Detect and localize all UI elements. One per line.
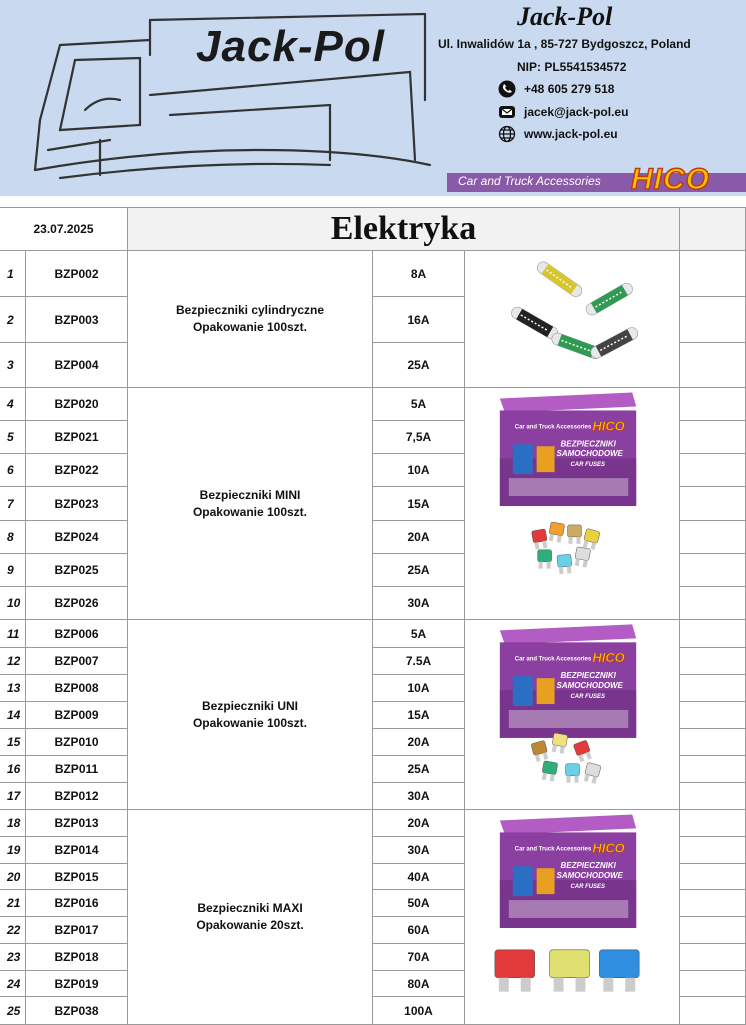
product-code: BZP021 — [26, 421, 128, 454]
svg-text:BEZPIECZNIKI: BEZPIECZNIKI — [560, 860, 616, 870]
row-number: 1 — [0, 251, 26, 297]
row-number: 16 — [0, 756, 26, 783]
product-code: BZP024 — [26, 521, 128, 554]
mini-fuses-box-image — [465, 388, 680, 620]
quantity-cell[interactable] — [680, 864, 746, 890]
product-code: BZP007 — [26, 648, 128, 675]
product-illustration — [465, 620, 679, 810]
product-code: BZP010 — [26, 729, 128, 756]
amperage: 8A — [373, 251, 465, 297]
amperage: 5A — [373, 620, 465, 648]
product-code: BZP015 — [26, 864, 128, 890]
page-header — [0, 0, 746, 196]
row-number: 2 — [0, 297, 26, 343]
product-code: BZP004 — [26, 343, 128, 388]
group-description — [128, 251, 373, 388]
amperage: 30A — [373, 783, 465, 810]
description-line: Bezpieczniki MAXI — [197, 901, 303, 915]
row-number: 4 — [0, 388, 26, 421]
product-code: BZP022 — [26, 454, 128, 487]
product-code: BZP002 — [26, 251, 128, 297]
row-number: 24 — [0, 971, 26, 997]
row-number: 6 — [0, 454, 26, 487]
company-address: Ul. Inwalidów 1a , 85-727 Bydgoszcz, Poland — [438, 37, 691, 51]
product-code: BZP038 — [26, 997, 128, 1025]
svg-text:Car and Truck Accessories: Car and Truck Accessories — [514, 845, 592, 852]
amperage: 80A — [373, 971, 465, 997]
product-code: BZP006 — [26, 620, 128, 648]
amperage: 60A — [373, 917, 465, 944]
quantity-cell[interactable] — [680, 675, 746, 702]
amperage: 25A — [373, 343, 465, 388]
svg-text:CAR FUSES: CAR FUSES — [570, 883, 606, 890]
amperage: 20A — [373, 810, 465, 837]
quantity-cell[interactable] — [680, 521, 746, 554]
product-code: BZP019 — [26, 971, 128, 997]
date-text: 23.07.2025 — [33, 222, 94, 236]
svg-text:BEZPIECZNIKI: BEZPIECZNIKI — [560, 438, 616, 448]
svg-text:BEZPIECZNIKI: BEZPIECZNIKI — [560, 670, 616, 680]
amperage: 40A — [373, 864, 465, 890]
row-number: 22 — [0, 917, 26, 944]
product-code: BZP016 — [26, 890, 128, 917]
logo-text: Jack-Pol — [196, 22, 385, 71]
amperage: 5A — [373, 388, 465, 421]
amperage: 10A — [373, 454, 465, 487]
description-line: Bezpieczniki cylindryczne — [175, 303, 325, 317]
product-code: BZP009 — [26, 702, 128, 729]
row-number: 17 — [0, 783, 26, 810]
hico-logo: HICO — [631, 163, 710, 196]
product-code: BZP018 — [26, 944, 128, 971]
product-illustration — [465, 810, 679, 1025]
amperage: 30A — [373, 837, 465, 864]
package-info: Opakowanie 20szt. — [196, 918, 304, 932]
row-number: 12 — [0, 648, 26, 675]
svg-text:CAR FUSES: CAR FUSES — [570, 693, 606, 700]
row-number: 21 — [0, 890, 26, 917]
quantity-cell[interactable] — [680, 587, 746, 620]
amperage: 10A — [373, 675, 465, 702]
amperage: 16A — [373, 297, 465, 343]
cylindrical-fuses-illustration — [465, 251, 679, 387]
quantity-cell[interactable] — [680, 648, 746, 675]
amperage: 30A — [373, 587, 465, 620]
package-info: Opakowanie 100szt. — [192, 504, 308, 519]
row-number: 5 — [0, 421, 26, 454]
row-number: 7 — [0, 487, 26, 521]
row-number: 20 — [0, 864, 26, 890]
product-code: BZP013 — [26, 810, 128, 837]
quantity-cell[interactable] — [680, 971, 746, 997]
quantity-cell[interactable] — [680, 702, 746, 729]
phone-number[interactable]: +48 605 279 518 — [524, 82, 615, 96]
svg-text:HICO: HICO — [592, 649, 625, 665]
email-icon — [498, 103, 516, 121]
group-description — [128, 810, 373, 1025]
globe-icon — [498, 125, 516, 143]
row-number: 23 — [0, 944, 26, 971]
quantity-cell[interactable] — [680, 454, 746, 487]
svg-text:HICO: HICO — [592, 417, 625, 433]
website-link[interactable]: www.jack-pol.eu — [524, 127, 618, 141]
table-title — [128, 208, 680, 251]
quantity-cell[interactable] — [680, 729, 746, 756]
product-code: BZP020 — [26, 388, 128, 421]
svg-text:CAR FUSES: CAR FUSES — [570, 461, 606, 468]
row-number: 3 — [0, 343, 26, 388]
phone-contact — [498, 79, 614, 99]
row-number: 13 — [0, 675, 26, 702]
amperage: 15A — [373, 702, 465, 729]
row-number: 9 — [0, 554, 26, 587]
banner-text: Car and Truck Accessories — [458, 174, 601, 188]
group-description — [128, 388, 373, 620]
maxi-fuses-box-image — [465, 810, 680, 1025]
amperage: 50A — [373, 890, 465, 917]
website-contact — [498, 124, 618, 144]
quantity-cell[interactable] — [680, 421, 746, 454]
quantity-cell[interactable] — [680, 917, 746, 944]
uni-fuses-box-image — [465, 620, 680, 810]
package-info: Opakowanie 100szt. — [192, 320, 308, 334]
amperage: 25A — [373, 554, 465, 587]
description-line: Bezpieczniki UNI — [201, 698, 299, 713]
cylindrical-fuses-image — [465, 251, 680, 388]
date-cell — [0, 208, 128, 251]
company-name: Jack-Pol — [517, 2, 613, 31]
svg-text:Car and Truck Accessories: Car and Truck Accessories — [514, 655, 592, 662]
group-description — [128, 620, 373, 810]
svg-text:Car and Truck Accessories: Car and Truck Accessories — [514, 423, 592, 430]
product-illustration — [465, 388, 679, 620]
header-extra-cell — [680, 208, 746, 251]
amperage: 15A — [373, 487, 465, 521]
svg-text:SAMOCHODOWE: SAMOCHODOWE — [556, 448, 623, 458]
quantity-cell[interactable] — [680, 297, 746, 343]
product-code: BZP023 — [26, 487, 128, 521]
quantity-cell[interactable] — [680, 944, 746, 971]
amperage: 7.5A — [373, 648, 465, 675]
product-code: BZP025 — [26, 554, 128, 587]
quantity-cell[interactable] — [680, 890, 746, 917]
description-line: Bezpieczniki MINI — [199, 487, 301, 502]
row-number: 25 — [0, 997, 26, 1025]
amperage: 70A — [373, 944, 465, 971]
quantity-cell[interactable] — [680, 343, 746, 388]
row-number: 8 — [0, 521, 26, 554]
svg-text:HICO: HICO — [592, 839, 625, 855]
product-code: BZP017 — [26, 917, 128, 944]
product-code: BZP003 — [26, 297, 128, 343]
amperage: 25A — [373, 756, 465, 783]
amperage: 20A — [373, 729, 465, 756]
svg-text:SAMOCHODOWE: SAMOCHODOWE — [556, 680, 623, 690]
quantity-cell[interactable] — [680, 997, 746, 1025]
product-code: BZP012 — [26, 783, 128, 810]
package-info: Opakowanie 100szt. — [192, 715, 308, 730]
quantity-cell[interactable] — [680, 810, 746, 837]
phone-icon — [498, 80, 516, 98]
email-contact — [498, 102, 628, 122]
row-number: 10 — [0, 587, 26, 620]
quantity-cell[interactable] — [680, 487, 746, 521]
quantity-cell[interactable] — [680, 620, 746, 648]
amperage: 7,5A — [373, 421, 465, 454]
row-number: 15 — [0, 729, 26, 756]
quantity-cell[interactable] — [680, 388, 746, 421]
row-number: 11 — [0, 620, 26, 648]
quantity-cell[interactable] — [680, 756, 746, 783]
quantity-cell[interactable] — [680, 251, 746, 297]
amperage: 100A — [373, 997, 465, 1025]
product-code: BZP008 — [26, 675, 128, 702]
company-nip: NIP: PL5541534572 — [517, 60, 627, 74]
title-text: Elektryka — [330, 210, 477, 247]
product-code: BZP011 — [26, 756, 128, 783]
row-number: 18 — [0, 810, 26, 837]
quantity-cell[interactable] — [680, 554, 746, 587]
product-code: BZP026 — [26, 587, 128, 620]
svg-text:SAMOCHODOWE: SAMOCHODOWE — [556, 870, 623, 880]
quantity-cell[interactable] — [680, 837, 746, 864]
row-number: 19 — [0, 837, 26, 864]
amperage: 20A — [373, 521, 465, 554]
product-code: BZP014 — [26, 837, 128, 864]
row-number: 14 — [0, 702, 26, 729]
quantity-cell[interactable] — [680, 783, 746, 810]
email-address[interactable]: jacek@jack-pol.eu — [524, 105, 629, 119]
